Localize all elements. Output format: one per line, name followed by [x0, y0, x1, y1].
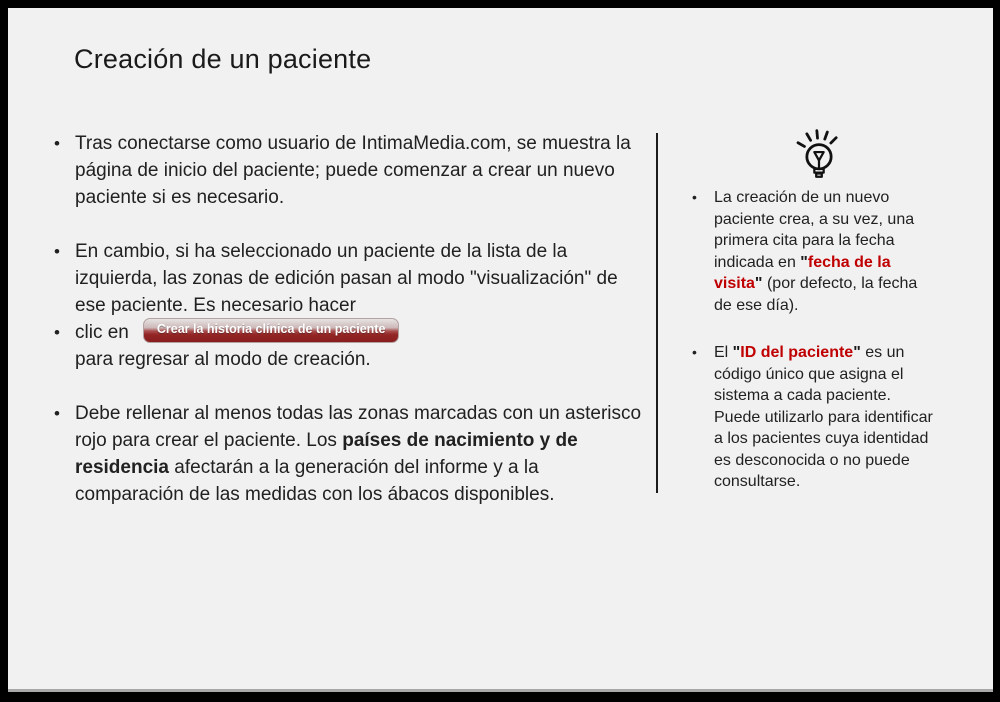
- bullet-dot: •: [692, 189, 697, 205]
- bullet3-post-text: para regresar al modo de creación.: [75, 349, 371, 370]
- note1-post-text: (por defecto, la fecha de ese día).: [714, 275, 918, 314]
- note2-pre-text: El: [714, 344, 733, 361]
- quote-mark: ": [732, 344, 741, 361]
- bullet-dot: •: [54, 242, 60, 261]
- left-column: [54, 130, 650, 508]
- lightbulb-icon: [791, 123, 847, 183]
- bullet-dot: •: [54, 404, 60, 423]
- bullet-item-required-fields: [54, 400, 650, 508]
- bullet4-bold-text: países de nacimiento y de residencia: [75, 430, 578, 478]
- quote-mark: ": [853, 344, 861, 361]
- page-title: Creación de un paciente: [74, 44, 372, 74]
- divider: [656, 133, 658, 493]
- quote-mark: ": [800, 253, 808, 271]
- note1-pre-text: La creación de un nuevo paciente crea, a su vez, una primera cita para la fecha indicada en: [714, 189, 915, 271]
- bullet-dot: •: [54, 323, 60, 342]
- slide: [8, 8, 993, 692]
- note1-highlight: fecha de la visita: [714, 253, 891, 292]
- create-patient-record-button[interactable]: Crear la historia clínica de un paciente: [143, 318, 400, 343]
- bullet-dot: •: [54, 134, 60, 153]
- bullet-text: En cambio, si ha seleccionado un paciente de la lista de la izquierda, las zonas de edición pasan al modo "visualización" de ese paciente. Es necesario hacer: [75, 241, 618, 316]
- bullet4-post-text: afectarán a la generación del informe y a la comparación de las medidas con los ábacos disponibles.: [75, 457, 555, 505]
- bullet-item-selection: [54, 238, 650, 319]
- bullet-dot: •: [692, 344, 697, 360]
- note-item-patient-id: [692, 342, 944, 493]
- bullet3-pre-text: clic en: [75, 322, 129, 343]
- note-text: [714, 342, 936, 493]
- note2-post-text: es un código único que asigna el sistema a cada paciente. Puede utilizarlo para identificar a los pacientes cuya identidad es desconocida o no puede consultarse.: [714, 344, 933, 490]
- bullet3-line: [75, 319, 650, 346]
- bullet-item-click-button: [54, 319, 650, 373]
- note-item-first-visit: [692, 187, 944, 316]
- bullet-text: Tras conectarse como usuario de IntimaMedia.com, se muestra la página de inicio del paciente; puede comenzar a crear un nuevo paciente si es necesario.: [75, 133, 631, 208]
- bullet-text: [75, 400, 650, 508]
- note-text: [714, 187, 936, 316]
- bullet4-pre-text: Debe rellenar al menos todas las zonas marcadas con un asterisco rojo para crear el paciente. Los: [75, 403, 642, 451]
- notes-column: [692, 187, 944, 493]
- bullet-text: [75, 319, 650, 373]
- quote-mark: ": [754, 275, 763, 292]
- bullet-item-connect: [54, 130, 650, 211]
- note2-highlight: ID del paciente: [740, 344, 854, 361]
